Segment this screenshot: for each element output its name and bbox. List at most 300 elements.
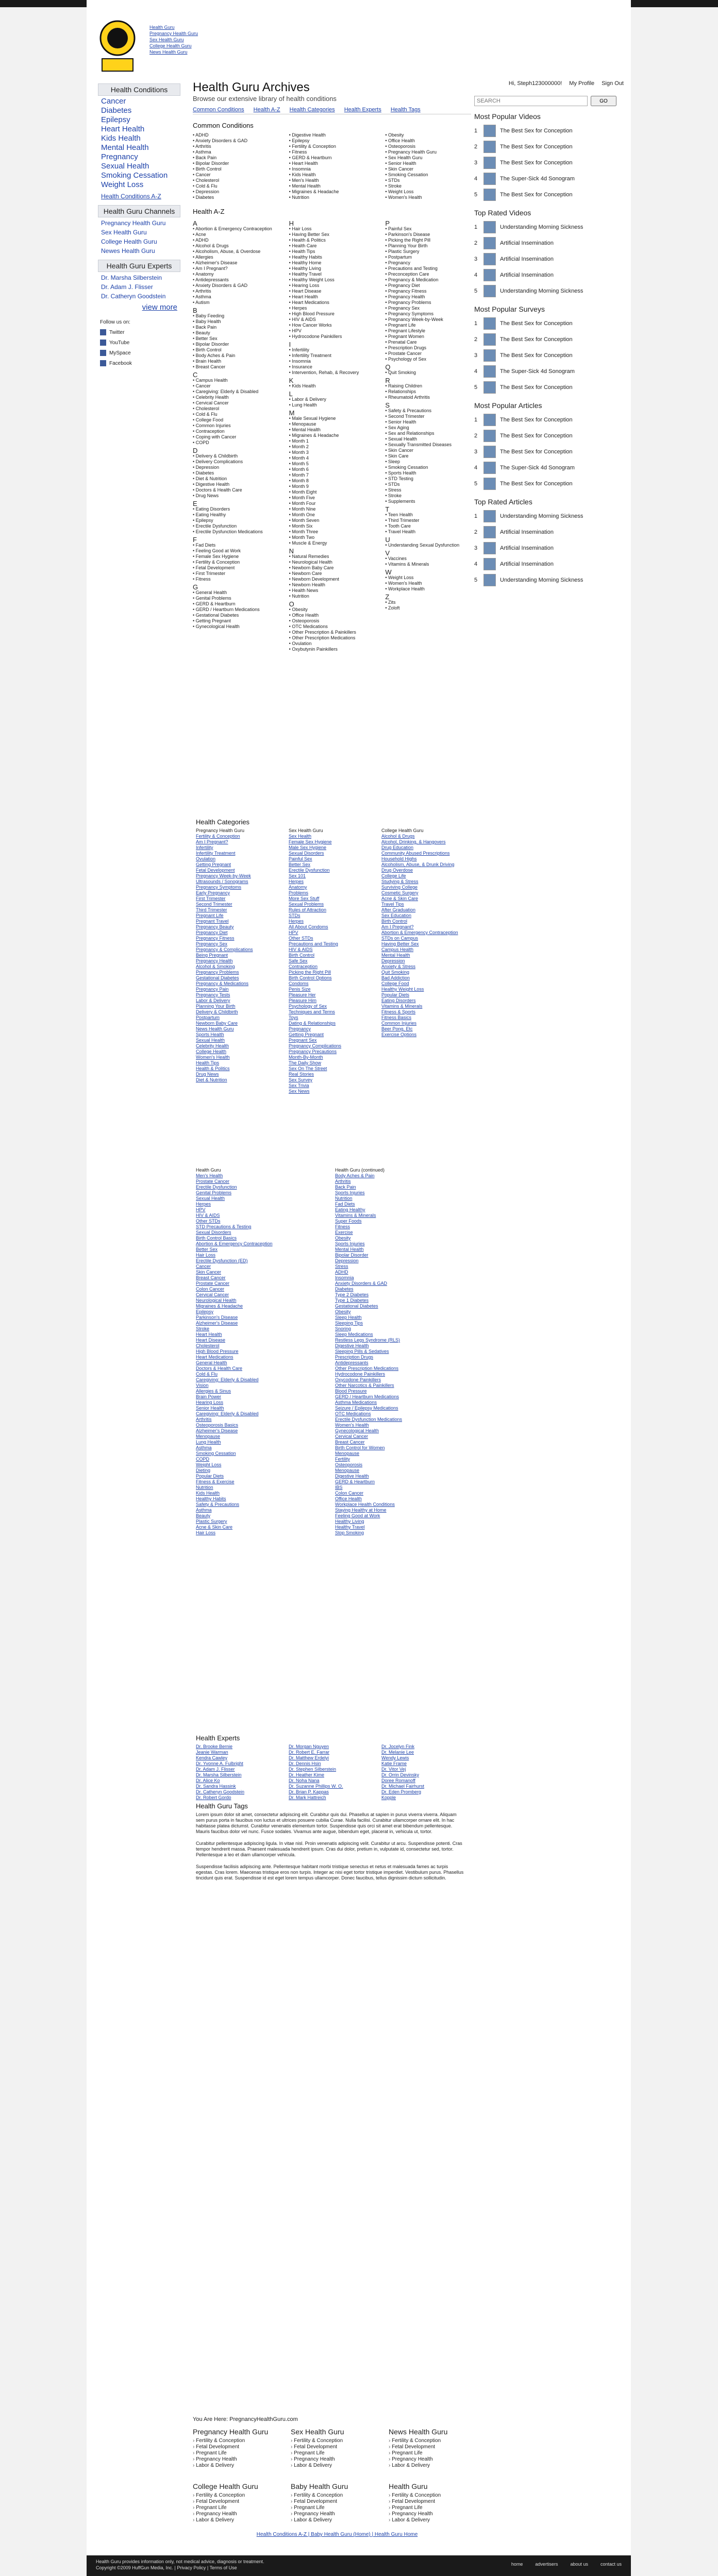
category-link[interactable]: Vitamins & Minerals bbox=[335, 1213, 376, 1218]
sidebar-condition-link[interactable]: Mental Health bbox=[101, 143, 149, 152]
az-link[interactable]: • Month 4 bbox=[289, 455, 309, 461]
footer-link[interactable]: › Fertility & Conception bbox=[291, 2493, 383, 2499]
category-link[interactable]: Seizure / Epilepsy Medications bbox=[335, 1405, 398, 1411]
az-link[interactable]: • Zits bbox=[385, 600, 396, 605]
az-link[interactable]: • Erectile Dysfunction bbox=[193, 523, 237, 529]
category-link[interactable]: Fetal Development bbox=[196, 868, 235, 873]
category-link[interactable]: Birth Control bbox=[289, 953, 315, 958]
az-link[interactable]: • Abortion & Emergency Contraception bbox=[193, 226, 272, 231]
condition-link[interactable]: • Mental Health bbox=[289, 183, 321, 189]
az-link[interactable]: • Eating Healthy bbox=[193, 512, 226, 517]
az-link[interactable]: • Celebrity Health bbox=[193, 395, 229, 400]
footer-link[interactable]: › Labor & Delivery bbox=[389, 2463, 481, 2469]
category-link[interactable]: Sex 101 bbox=[289, 873, 306, 878]
az-link[interactable]: • Coping with Cancer bbox=[193, 434, 237, 439]
category-link[interactable]: Pregnant Life bbox=[196, 913, 224, 918]
category-link[interactable]: Osteoporosis bbox=[335, 1462, 363, 1467]
az-link[interactable]: • Osteoporosis bbox=[289, 618, 320, 623]
category-link[interactable]: Staying Healthy at Home bbox=[335, 1507, 387, 1513]
category-link[interactable]: Condoms bbox=[289, 981, 309, 986]
condition-link[interactable]: • Men's Health bbox=[289, 178, 319, 183]
category-link[interactable]: Birth Control Options bbox=[289, 975, 332, 980]
az-link[interactable]: • Skin Cancer bbox=[385, 448, 414, 453]
condition-link[interactable]: • Senior Health bbox=[385, 161, 416, 166]
az-link[interactable]: • STD Testing bbox=[385, 476, 413, 481]
category-link[interactable]: Postpartum bbox=[196, 1015, 220, 1020]
az-link[interactable]: • Cervical Cancer bbox=[193, 400, 229, 405]
category-link[interactable]: Acne & Skin Care bbox=[196, 1524, 233, 1530]
condition-link[interactable]: • Diabetes bbox=[193, 195, 214, 200]
category-link[interactable]: Women's Health bbox=[196, 1055, 230, 1060]
account-link[interactable]: Sign Out bbox=[602, 80, 624, 87]
expert-link[interactable]: Dr. Mark Hattreich bbox=[289, 1795, 326, 1800]
az-link[interactable]: • Sex Aging bbox=[385, 425, 409, 430]
az-link[interactable]: • Back Pain bbox=[193, 325, 217, 330]
az-link[interactable]: • Eating Disorders bbox=[193, 506, 230, 512]
category-link[interactable]: Depression bbox=[335, 1258, 359, 1263]
expert-link[interactable]: Dr. Brooke Bernie bbox=[196, 1744, 233, 1749]
az-link[interactable]: • Baby Feeding bbox=[193, 313, 225, 318]
category-link[interactable]: Sexual Problems bbox=[289, 902, 324, 907]
az-link[interactable]: • First Trimester bbox=[193, 571, 226, 576]
az-link[interactable]: • Pregnant Life bbox=[385, 323, 416, 328]
category-link[interactable]: Body Aches & Pain bbox=[335, 1173, 375, 1178]
footer-group-title[interactable]: Baby Health Guru bbox=[291, 2482, 348, 2490]
category-link[interactable]: Doctors & Health Care bbox=[196, 1366, 243, 1371]
expert-link[interactable]: Dr. Matthew Erdelyi bbox=[289, 1755, 329, 1760]
category-link[interactable]: Pleasure Her bbox=[289, 992, 316, 997]
category-link[interactable]: Hair Loss bbox=[196, 1252, 216, 1258]
az-link[interactable]: • Stress bbox=[385, 487, 402, 493]
sidebar-expert-link[interactable]: Dr. Marsha Silberstein bbox=[101, 274, 162, 281]
expert-link[interactable]: Dr. Eden Promberg bbox=[381, 1789, 422, 1794]
az-link[interactable]: • Birth Control bbox=[193, 347, 222, 352]
condition-link[interactable]: • Pregnancy Health Guru bbox=[385, 149, 437, 155]
category-link[interactable]: Sex Health Guru bbox=[289, 828, 323, 833]
az-link[interactable]: • Pregnancy Fitness bbox=[385, 289, 427, 294]
category-link[interactable]: Other STDs bbox=[289, 936, 313, 941]
sidebar-channel-link[interactable]: College Health Guru bbox=[101, 238, 157, 245]
category-link[interactable]: More Sex Stuff bbox=[289, 896, 320, 901]
category-link[interactable]: Fitness Basics bbox=[381, 1015, 412, 1020]
category-link[interactable]: Sports Injuries bbox=[335, 1190, 365, 1195]
category-link[interactable]: Infertility bbox=[196, 845, 213, 850]
az-link[interactable]: • Hearing Loss bbox=[289, 283, 320, 288]
category-link[interactable]: Pregnancy bbox=[289, 1026, 311, 1031]
az-link[interactable]: • Healthy Habits bbox=[289, 255, 322, 260]
header-link[interactable]: Sex Health Guru bbox=[149, 37, 184, 42]
condition-link[interactable]: • Cholesterol bbox=[193, 178, 220, 183]
category-link[interactable]: Hearing Loss bbox=[196, 1400, 224, 1405]
category-link[interactable]: Pregnancy Week-by-Week bbox=[196, 873, 251, 878]
category-link[interactable]: Women's Health bbox=[335, 1422, 369, 1428]
footer-link[interactable]: › Pregnancy Health bbox=[193, 2511, 286, 2517]
account-link[interactable]: My Profile bbox=[569, 80, 595, 87]
footer-link[interactable]: › Fetal Development bbox=[193, 2499, 286, 2505]
category-link[interactable]: Cholesterol bbox=[196, 1343, 220, 1348]
az-link[interactable]: • Smoking Cessation bbox=[385, 465, 428, 470]
expert-link[interactable]: Kopple bbox=[381, 1795, 396, 1800]
category-link[interactable]: Cold & Flu bbox=[196, 1371, 218, 1377]
category-link[interactable]: Second Trimester bbox=[196, 902, 232, 907]
az-link[interactable]: • Healthy Home bbox=[289, 260, 322, 265]
category-link[interactable]: Birth Control for Women bbox=[335, 1445, 385, 1450]
popular-item[interactable] bbox=[474, 428, 624, 444]
az-link[interactable]: • Campus Health bbox=[193, 378, 228, 383]
category-link[interactable]: Safety & Precautions bbox=[196, 1502, 240, 1507]
category-link[interactable]: IBS bbox=[335, 1485, 343, 1490]
az-link[interactable]: • Delivery & Childbirth bbox=[193, 453, 238, 459]
az-link[interactable]: • Heart Medications bbox=[289, 300, 329, 305]
expert-link[interactable]: Dr. Alice Ko bbox=[196, 1778, 220, 1783]
az-link[interactable]: • Newborn Baby Care bbox=[289, 565, 334, 570]
condition-link[interactable]: • Stroke bbox=[385, 183, 402, 189]
subnav-link[interactable]: Health Tags bbox=[390, 107, 421, 113]
category-link[interactable]: Super Foods bbox=[335, 1218, 362, 1224]
popular-item[interactable] bbox=[474, 283, 624, 299]
az-link[interactable]: • Infertility Treatment bbox=[289, 353, 331, 358]
category-link[interactable]: Common Injuries bbox=[381, 1021, 417, 1026]
az-link[interactable]: • Teen Health bbox=[385, 512, 413, 517]
category-link[interactable]: Sexual Health bbox=[196, 1038, 225, 1043]
category-link[interactable]: Diet & Nutrition bbox=[196, 1077, 227, 1082]
footer-group-title[interactable]: Health Guru bbox=[389, 2482, 428, 2490]
category-link[interactable]: Bipolar Disorder bbox=[335, 1252, 369, 1258]
footer-link[interactable]: › Pregnant Life bbox=[291, 2505, 383, 2511]
expert-link[interactable]: Dr. Melanie Lee bbox=[381, 1750, 414, 1755]
category-link[interactable]: Fertility bbox=[335, 1456, 350, 1462]
category-link[interactable]: Alcohol & Smoking bbox=[196, 964, 235, 969]
condition-link[interactable]: • Nutrition bbox=[289, 195, 309, 200]
az-link[interactable]: • Health News bbox=[289, 588, 319, 593]
category-link[interactable]: Problems bbox=[289, 890, 309, 895]
az-link[interactable]: • Female Sex Hygiene bbox=[193, 554, 239, 559]
category-link[interactable]: Abortion & Emergency Contraception bbox=[381, 930, 458, 935]
category-link[interactable]: Neurological Health bbox=[196, 1298, 237, 1303]
az-link[interactable]: • Health & Politics bbox=[289, 238, 326, 243]
category-link[interactable]: Ultrasounds / Sonograms bbox=[196, 879, 248, 884]
az-link[interactable]: • Prescription Drugs bbox=[385, 345, 427, 350]
category-link[interactable]: Pregnant Sex bbox=[289, 1038, 317, 1043]
category-link[interactable]: Vitamins & Minerals bbox=[381, 1004, 423, 1009]
az-link[interactable]: • Month 7 bbox=[289, 472, 309, 478]
category-link[interactable]: Techniques and Terms bbox=[289, 1009, 335, 1014]
category-link[interactable]: Snoring bbox=[335, 1326, 352, 1331]
condition-link[interactable]: • Smoking Cessation bbox=[385, 172, 428, 177]
category-link[interactable]: Getting Pregnant bbox=[196, 862, 231, 867]
follow-link[interactable] bbox=[100, 338, 180, 348]
category-link[interactable]: GERD & Heartburn bbox=[335, 1479, 375, 1484]
popular-item[interactable] bbox=[474, 572, 624, 588]
condition-link[interactable]: • STDs bbox=[385, 178, 400, 183]
category-link[interactable]: Getting Pregnant bbox=[289, 1032, 324, 1037]
category-link[interactable]: Erectile Dysfunction bbox=[196, 1184, 237, 1190]
health-guru-logo[interactable] bbox=[98, 18, 137, 74]
category-link[interactable]: Menopause bbox=[335, 1451, 360, 1456]
expert-link[interactable]: Doree Romanoff bbox=[381, 1778, 415, 1783]
footer-link[interactable]: › Pregnancy Health bbox=[291, 2456, 383, 2463]
category-link[interactable]: Health Guru bbox=[196, 1167, 221, 1173]
az-link[interactable]: • Brain Health bbox=[193, 359, 222, 364]
az-link[interactable]: • Breast Cancer bbox=[193, 364, 226, 369]
category-link[interactable]: Precautions and Testing bbox=[289, 941, 338, 946]
footer-link[interactable]: › Labor & Delivery bbox=[389, 2517, 481, 2523]
az-link[interactable]: • ADHD bbox=[193, 238, 209, 243]
popular-item[interactable] bbox=[474, 476, 624, 492]
az-link[interactable]: • Infertility bbox=[289, 347, 309, 352]
category-link[interactable]: Delivery & Childbirth bbox=[196, 1009, 238, 1014]
az-link[interactable]: • Asthma bbox=[193, 294, 211, 299]
az-link[interactable]: • Pregnancy & Medication bbox=[385, 277, 439, 282]
category-link[interactable]: Colon Cancer bbox=[335, 1490, 364, 1496]
az-link[interactable]: • Cancer bbox=[193, 383, 211, 388]
az-link[interactable]: • Contraception bbox=[193, 429, 225, 434]
category-link[interactable]: STDs bbox=[289, 913, 300, 918]
category-link[interactable]: Studying & Stress bbox=[381, 879, 419, 884]
category-link[interactable]: Healthy Weight Loss bbox=[381, 987, 424, 992]
az-link[interactable]: • High Blood Pressure bbox=[289, 311, 335, 316]
category-link[interactable]: Obesity bbox=[335, 1309, 351, 1314]
expert-link[interactable]: Kendra Cawley bbox=[196, 1755, 228, 1760]
footer-link[interactable]: › Fetal Development bbox=[389, 2444, 481, 2450]
popular-item[interactable] bbox=[474, 219, 624, 235]
category-link[interactable]: Am I Pregnant? bbox=[381, 924, 414, 929]
az-link[interactable]: • Newborn Care bbox=[289, 571, 322, 576]
expert-link[interactable]: Dr. Marsha Silberstein bbox=[196, 1772, 242, 1777]
az-link[interactable]: • Cold & Flu bbox=[193, 412, 218, 417]
category-link[interactable]: Nutrition bbox=[335, 1196, 353, 1201]
category-link[interactable]: OTC Medications bbox=[335, 1411, 371, 1416]
az-link[interactable]: • Third Trimester bbox=[385, 518, 420, 523]
category-link[interactable]: STD Precautions & Testing bbox=[196, 1224, 252, 1229]
category-link[interactable]: Early Pregnancy bbox=[196, 890, 230, 895]
category-link[interactable]: Newborn Baby Care bbox=[196, 1021, 238, 1026]
search-go-button[interactable]: GO bbox=[591, 96, 616, 106]
az-link[interactable]: • Delivery Complications bbox=[193, 459, 243, 464]
condition-link[interactable]: • GERD & Heartburn bbox=[289, 155, 332, 160]
az-link[interactable]: • Weight Loss bbox=[385, 575, 414, 580]
category-link[interactable]: Fitness & Sports bbox=[381, 1009, 416, 1014]
az-link[interactable]: • Month Three bbox=[289, 529, 319, 534]
az-link[interactable]: • Antidepressants bbox=[193, 277, 229, 282]
category-link[interactable]: Insomnia bbox=[335, 1275, 354, 1280]
az-link[interactable]: • Month 9 bbox=[289, 484, 309, 489]
az-link[interactable]: • Supplements bbox=[385, 499, 415, 504]
category-link[interactable]: Exercise bbox=[335, 1230, 353, 1235]
category-link[interactable]: Pregnancy Health Guru bbox=[196, 828, 245, 833]
az-link[interactable]: • Pregnancy Symptoms bbox=[385, 311, 434, 316]
popular-item[interactable] bbox=[474, 123, 624, 139]
popular-item[interactable] bbox=[474, 540, 624, 556]
az-link[interactable]: • Month One bbox=[289, 512, 315, 517]
az-link[interactable]: • Erectile Dysfunction Medications bbox=[193, 529, 263, 534]
az-link[interactable]: • Planning Your Birth bbox=[385, 243, 428, 248]
category-link[interactable]: Menopause bbox=[196, 1434, 221, 1439]
category-link[interactable]: Erectile Dysfunction Medications bbox=[335, 1417, 403, 1422]
condition-link[interactable]: • Office Health bbox=[385, 138, 415, 143]
az-link[interactable]: • Pregnancy Week-by-Week bbox=[385, 317, 443, 322]
expert-link[interactable]: Dr. Catheryn Goodstein bbox=[196, 1789, 245, 1794]
expert-link[interactable]: Dr. Robert E. Farrar bbox=[289, 1750, 330, 1755]
condition-link[interactable]: • Kids Health bbox=[289, 172, 316, 177]
category-link[interactable]: Type 2 Diabetes bbox=[335, 1292, 369, 1297]
az-link[interactable]: • Herpes bbox=[289, 306, 307, 311]
az-link[interactable]: • Month 1 bbox=[289, 438, 309, 444]
footer-link[interactable]: › Pregnant Life bbox=[193, 2505, 286, 2511]
category-link[interactable]: Fertility & Conception bbox=[196, 834, 240, 839]
az-link[interactable]: • GERD & Heartburn bbox=[193, 601, 236, 606]
category-link[interactable]: Breast Cancer bbox=[196, 1275, 226, 1280]
az-link[interactable]: • Vitamins & Minerals bbox=[385, 562, 429, 567]
category-link[interactable]: Dating & Relationships bbox=[289, 1021, 336, 1026]
bottom-nav-link[interactable]: about us bbox=[570, 2562, 588, 2567]
category-link[interactable]: Caregiving: Elderly & Disabled bbox=[196, 1377, 259, 1382]
az-link[interactable]: • Workplace Health bbox=[385, 586, 425, 591]
category-link[interactable]: Workplace Health Conditions bbox=[335, 1502, 395, 1507]
az-link[interactable]: • Hair Loss bbox=[289, 226, 312, 231]
az-link[interactable]: • Fetal Development bbox=[193, 565, 235, 570]
category-link[interactable]: Planning Your Birth bbox=[196, 1004, 236, 1009]
category-link[interactable]: Celebrity Health bbox=[196, 1043, 229, 1048]
condition-link[interactable]: • Insomnia bbox=[289, 166, 311, 172]
az-link[interactable]: • Alzheimer's Disease bbox=[193, 260, 238, 265]
category-link[interactable]: Painful Sex bbox=[289, 856, 312, 861]
category-link[interactable]: Beer Pong, Etc bbox=[381, 1026, 413, 1031]
category-link[interactable]: Sexual Disorders bbox=[289, 851, 324, 856]
az-link[interactable]: • Doctors & Health Care bbox=[193, 487, 242, 493]
az-link[interactable]: • Am I Pregnant? bbox=[193, 266, 228, 271]
category-link[interactable]: Herpes bbox=[289, 879, 304, 884]
az-link[interactable]: • Month Four bbox=[289, 501, 316, 506]
category-link[interactable]: Health Tips bbox=[196, 1060, 220, 1065]
category-link[interactable]: Labor & Delivery bbox=[196, 998, 230, 1003]
condition-link[interactable]: • Migraines & Headache bbox=[289, 189, 339, 194]
category-link[interactable]: Sex Health bbox=[289, 834, 312, 839]
expert-link[interactable]: Dr. Brian P. Kappas bbox=[289, 1789, 329, 1794]
az-link[interactable]: • Fertility & Conception bbox=[193, 560, 240, 565]
popular-item[interactable] bbox=[474, 524, 624, 540]
condition-link[interactable]: • Arthritis bbox=[193, 144, 211, 149]
condition-link[interactable]: • Epilepsy bbox=[289, 138, 310, 143]
category-link[interactable]: Prostate Cancer bbox=[196, 1281, 230, 1286]
category-link[interactable]: Fitness bbox=[335, 1224, 350, 1229]
category-link[interactable]: Brain Power bbox=[196, 1394, 222, 1399]
az-link[interactable]: • Other Prescription & Painkillers bbox=[289, 630, 356, 635]
category-link[interactable]: Colon Cancer bbox=[196, 1286, 225, 1292]
az-link[interactable]: • COPD bbox=[193, 440, 209, 445]
footer-link[interactable]: › Fetal Development bbox=[291, 2499, 383, 2505]
sidebar-channel-link[interactable]: Pregnancy Health Guru bbox=[101, 219, 166, 227]
az-link[interactable]: • Fad Diets bbox=[193, 543, 216, 548]
account-link[interactable]: Hi, Steph123000000! bbox=[508, 80, 562, 87]
az-link[interactable]: • Getting Pregnant bbox=[193, 618, 231, 623]
az-link[interactable]: • Vaccines bbox=[385, 556, 407, 561]
category-link[interactable]: Osteoporosis Basics bbox=[196, 1422, 239, 1428]
category-link[interactable]: Cervical Cancer bbox=[335, 1434, 369, 1439]
expert-link[interactable]: Dr. Noha Nana bbox=[289, 1778, 320, 1783]
category-link[interactable]: Type 1 Diabetes bbox=[335, 1298, 369, 1303]
az-link[interactable]: • Arthritis bbox=[193, 289, 211, 294]
az-link[interactable]: • Gestational Diabetes bbox=[193, 613, 239, 618]
category-link[interactable]: Caregiving: Elderly & Disabled bbox=[196, 1411, 259, 1416]
condition-link[interactable]: • Osteoporosis bbox=[385, 144, 416, 149]
az-link[interactable]: • Preconception Care bbox=[385, 272, 429, 277]
category-link[interactable]: College Life bbox=[381, 873, 406, 878]
category-link[interactable]: Sex On The Street bbox=[289, 1066, 327, 1071]
category-link[interactable]: Health & Politics bbox=[196, 1066, 230, 1071]
az-link[interactable]: • Prostate Cancer bbox=[385, 351, 422, 356]
condition-link[interactable]: • Digestive Health bbox=[289, 132, 326, 138]
category-link[interactable]: Birth Control bbox=[381, 919, 408, 924]
category-link[interactable]: Stress bbox=[335, 1264, 348, 1269]
category-link[interactable]: Gestational Diabetes bbox=[196, 975, 239, 980]
footer-link[interactable]: › Labor & Delivery bbox=[193, 2463, 286, 2469]
az-link[interactable]: • Other Prescription Medications bbox=[289, 635, 356, 640]
category-link[interactable]: Healthy Habits bbox=[196, 1496, 226, 1501]
category-link[interactable]: Hydrocodone Painkillers bbox=[335, 1371, 386, 1377]
bottom-nav-link[interactable]: contact us bbox=[600, 2562, 622, 2567]
category-link[interactable]: Abortion & Emergency Contraception bbox=[196, 1241, 273, 1246]
category-link[interactable]: Other Narcotics & Painkillers bbox=[335, 1383, 394, 1388]
az-link[interactable]: • Month Nine bbox=[289, 506, 316, 512]
category-link[interactable]: Asthma bbox=[196, 1445, 212, 1450]
footer-link[interactable]: › Fetal Development bbox=[389, 2499, 481, 2505]
category-link[interactable]: Pleasure Him bbox=[289, 998, 317, 1003]
category-link[interactable]: Infertility Treatment bbox=[196, 851, 236, 856]
category-link[interactable]: Epilepsy bbox=[196, 1309, 214, 1314]
az-link[interactable]: • Month 8 bbox=[289, 478, 309, 483]
sidebar-condition-link[interactable]: Sexual Health bbox=[101, 162, 149, 171]
az-link[interactable]: • Diet & Nutrition bbox=[193, 476, 227, 481]
category-link[interactable]: Exercise Options bbox=[381, 1032, 417, 1037]
category-link[interactable]: Sex Survey bbox=[289, 1077, 313, 1082]
az-link[interactable]: • Month 3 bbox=[289, 450, 309, 455]
category-link[interactable]: Office Health bbox=[335, 1496, 362, 1501]
category-link[interactable]: Healthy Travel bbox=[335, 1524, 365, 1530]
footer-link[interactable]: › Fertility & Conception bbox=[193, 2438, 286, 2444]
category-link[interactable]: Healthy Living bbox=[335, 1519, 364, 1524]
category-link[interactable]: Penis Size bbox=[289, 987, 311, 992]
category-link[interactable]: Blood Pressure bbox=[335, 1388, 367, 1394]
sidebar-condition-link[interactable]: Diabetes bbox=[101, 106, 132, 115]
az-link[interactable]: • GERD / Heartburn Medications bbox=[193, 607, 260, 612]
az-link[interactable]: • Epilepsy bbox=[193, 518, 213, 523]
bottom-nav-link[interactable]: home bbox=[511, 2562, 523, 2567]
category-link[interactable]: Diabetes bbox=[335, 1286, 354, 1292]
az-link[interactable]: • Month 6 bbox=[289, 467, 309, 472]
subnav-link[interactable]: Common Conditions bbox=[193, 107, 244, 113]
category-link[interactable]: Sex Education bbox=[381, 913, 412, 918]
az-link[interactable]: • Autism bbox=[193, 300, 210, 305]
footer-link[interactable]: › Labor & Delivery bbox=[291, 2463, 383, 2469]
az-link[interactable]: • Male Sexual Hygiene bbox=[289, 416, 336, 421]
category-link[interactable]: Asthma Medications bbox=[335, 1400, 377, 1405]
az-link[interactable]: • Allergies bbox=[193, 255, 213, 260]
category-link[interactable]: Safe Sex bbox=[289, 958, 308, 963]
sidebar-condition-link[interactable]: Heart Health bbox=[101, 125, 145, 133]
category-link[interactable]: Breast Cancer bbox=[335, 1439, 365, 1445]
az-link[interactable]: • Digestive Health bbox=[193, 482, 230, 487]
footer-group-title[interactable]: Sex Health Guru bbox=[291, 2428, 344, 2436]
condition-link[interactable]: • Depression bbox=[193, 189, 220, 194]
category-link[interactable]: News Health Guru bbox=[196, 1026, 234, 1031]
category-link[interactable]: Sports Health bbox=[196, 1032, 224, 1037]
category-link[interactable]: Back Pain bbox=[335, 1184, 356, 1190]
az-link[interactable]: • Better Sex bbox=[193, 336, 218, 341]
az-link[interactable]: • College Food bbox=[193, 417, 224, 422]
az-link[interactable]: • Natural Remedies bbox=[289, 554, 329, 559]
category-link[interactable]: Hair Loss bbox=[196, 1530, 216, 1535]
